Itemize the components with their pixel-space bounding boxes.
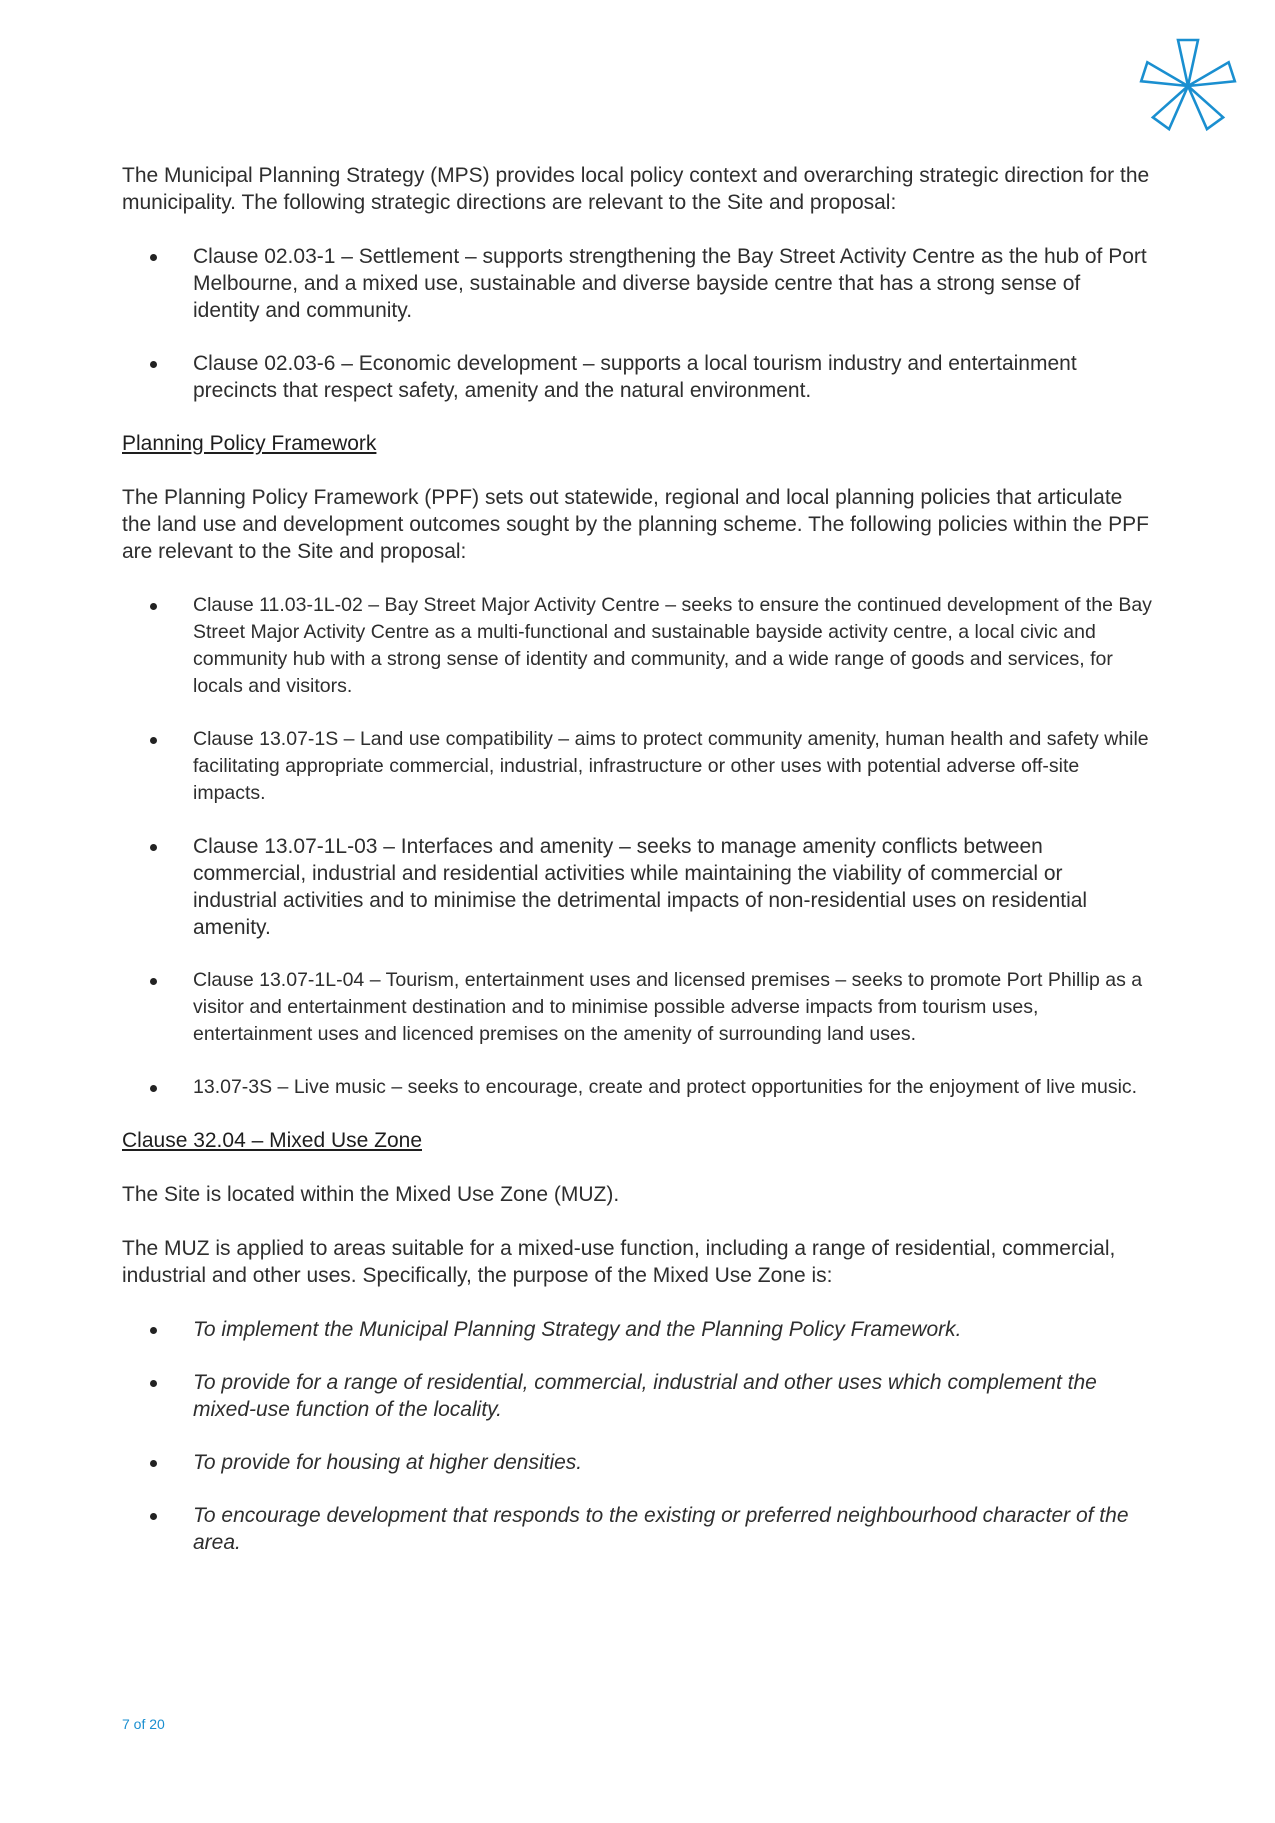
- bullet-icon: [150, 603, 157, 610]
- bullet-icon: [150, 254, 157, 261]
- list-item: 13.07-3S – Live music – seeks to encourage, create and protect opportunities for the enjoyment of live music.: [122, 1074, 1152, 1101]
- list-item: To provide for a range of residential, commercial, industrial and other uses which complement the mixed-use function of the locality.: [122, 1369, 1152, 1423]
- list-item: Clause 02.03-6 – Economic development – supports a local tourism industry and entertainment precincts that respect safety, amenity and the natural environment.: [122, 350, 1152, 404]
- asterisk-logo-icon: [1138, 36, 1238, 136]
- muz-purpose-list: [122, 1316, 1152, 1556]
- bullet-icon: [150, 361, 157, 368]
- bullet-icon: [150, 1460, 157, 1467]
- muz-para-1: The Site is located within the Mixed Use Zone (MUZ).: [122, 1183, 620, 1206]
- list-item: To implement the Municipal Planning Strategy and the Planning Policy Framework.: [122, 1316, 1152, 1343]
- ppf-list: [122, 592, 1152, 1101]
- list-item: To provide for housing at higher densities.: [122, 1449, 1152, 1476]
- ppf-heading: Planning Policy Framework: [122, 432, 377, 455]
- list-item: Clause 02.03-1 – Settlement – supports strengthening the Bay Street Activity Centre as the hub of Port Melbourne, and a mixed use, sustainable and diverse bayside centre that has a strong sense of identity and community.: [122, 243, 1152, 324]
- ppf-intro: The Planning Policy Framework (PPF) sets out statewide, regional and local planning policies that articulate the land use and development outcomes sought by the planning scheme. The following policies within the PPF are relevant to the Site and proposal:: [122, 486, 1149, 563]
- document-body: [122, 162, 1152, 1582]
- list-item: Clause 13.07-1L-03 – Interfaces and amenity – seeks to manage amenity conflicts between commercial, industrial and residential activities while maintaining the viability of commercial or industrial activities and to minimise the detrimental impacts of non-residential uses on residential amenity.: [122, 833, 1152, 941]
- bullet-icon: [150, 1327, 157, 1334]
- list-item: Clause 13.07-1S – Land use compatibility – aims to protect community amenity, human health and safety while facilitating appropriate commercial, industrial, infrastructure or other uses with potential adverse off-site impacts.: [122, 726, 1152, 807]
- list-item: To encourage development that responds to the existing or preferred neighbourhood character of the area.: [122, 1502, 1152, 1556]
- bullet-icon: [150, 844, 157, 851]
- mps-list: [122, 243, 1152, 404]
- bullet-icon: [150, 737, 157, 744]
- page-number: 7 of 20: [122, 1716, 165, 1732]
- bullet-icon: [150, 1085, 157, 1092]
- bullet-icon: [150, 1380, 157, 1387]
- bullet-icon: [150, 978, 157, 985]
- list-item: Clause 13.07-1L-04 – Tourism, entertainment uses and licensed premises – seeks to promote Port Phillip as a visitor and entertainment destination and to minimise possible adverse impacts from tourism uses, entertainment uses and licenced premises on the amenity of surrounding land uses.: [122, 967, 1152, 1048]
- list-item: Clause 11.03-1L-02 – Bay Street Major Activity Centre – seeks to ensure the continued development of the Bay Street Major Activity Centre as a multi-functional and sustainable bayside activity centre, a local civic and community hub with a strong sense of identity and community, and a wide range of goods and services, for locals and visitors.: [122, 592, 1152, 700]
- muz-heading: Clause 32.04 – Mixed Use Zone: [122, 1129, 422, 1152]
- mps-intro: The Municipal Planning Strategy (MPS) provides local policy context and overarching strategic direction for the municipality. The following strategic directions are relevant to the Site and proposal:: [122, 164, 1150, 214]
- muz-para-2: The MUZ is applied to areas suitable for a mixed-use function, including a range of residential, commercial, industrial and other uses. Specifically, the purpose of the Mixed Use Zone is:: [122, 1237, 1116, 1287]
- bullet-icon: [150, 1513, 157, 1520]
